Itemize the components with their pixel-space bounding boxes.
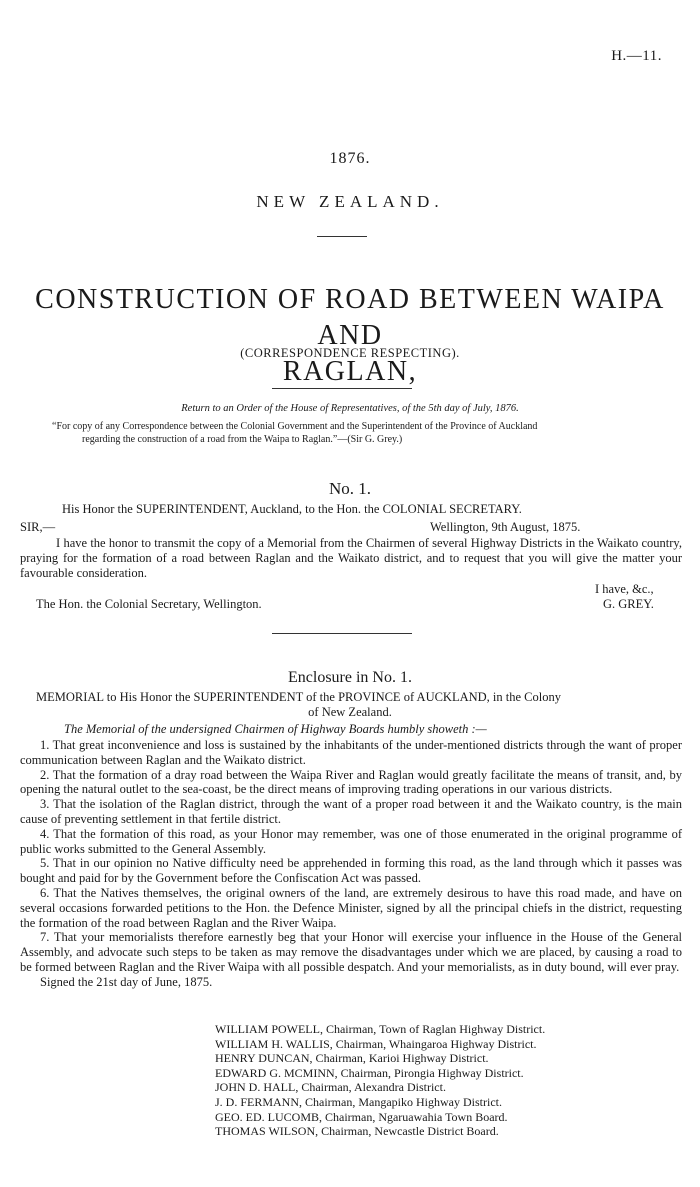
short-divider [317, 236, 367, 237]
memorial-paragraph-1: 1. That great inconvenience and loss is sustained by the inhabitants of the under-mentioned districts through the want of proper communication between Raglan and the Waikato district. [20, 738, 682, 767]
document-subtitle: (CORRESPONDENCE RESPECTING). [240, 346, 460, 360]
letter-salutation: SIR,— [20, 520, 56, 534]
letter-closing: I have, &c., [595, 582, 654, 596]
letter-place-date: Wellington, 9th August, 1875. [430, 520, 581, 534]
country-heading: NEW ZEALAND. [256, 192, 444, 211]
document-year: 1876. [329, 150, 371, 167]
page-identifier: H.—11. [611, 48, 662, 64]
no1-heading: No. 1. [328, 479, 372, 498]
enclosure-divider [272, 633, 412, 634]
title-line-2: RAGLAN, [282, 356, 418, 387]
return-order: Return to an Order of the House of Representatives, of the 5th day of July, 1876. [181, 403, 519, 414]
memorial-paragraph-6: 6. That the Natives themselves, the original owners of the land, are extremely desirous to have this road made, and have on several occasions forwarded petitions to the Hon. the Defence Minister, signed by all the principal chiefs in the district, requesting the formation of the road between Raglan and the River Waipa. [20, 885, 682, 930]
memorial-body [20, 738, 682, 990]
memorial-paragraph-3: 3. That the isolation of the Raglan district, through the want of a proper road between it and the Waikato country, is the main cause of preventing settlement in that fertile district. [20, 797, 682, 826]
signatory: GEO. ED. LUCOMB, Chairman, Ngaruawahia Town Board. [215, 1109, 508, 1124]
title-line-1: CONSTRUCTION OF ROAD BETWEEN WAIPA AND [35, 284, 665, 351]
memorial-paragraph-7: 7. That your memorialists therefore earnestly beg that your Honor will exercise your influence in the House of the General Assembly, and advocate such steps to be taken as may remove the disadvantages under which we are placed, by causing a road to be formed between Raglan and the River Waipa with all possible despatch. And your memorialists, as in duty bound, will ever pray. [20, 930, 682, 974]
signatory: WILLIAM POWELL, Chairman, Town of Raglan Highway District. [215, 1022, 546, 1036]
signatories-list [215, 1022, 545, 1139]
signatory: J. D. FERMANN, Chairman, Mangapiko Highway District. [215, 1094, 502, 1109]
letter-signature: G. GREY. [603, 597, 654, 611]
letter-body [20, 536, 682, 580]
memorial-intro: The Memorial of the undersigned Chairmen of Highway Boards humbly showeth :— [64, 722, 487, 736]
document-title [0, 282, 700, 390]
signatory: JOHN D. HALL, Chairman, Alexandra District. [215, 1080, 446, 1095]
memorial-heading-line-2: of New Zealand. [308, 705, 392, 719]
quote-line-1: “For copy of any Correspondence between the Colonial Government and the Superintendent of the Province of Auckland [52, 421, 538, 432]
order-quote [52, 420, 660, 446]
letter-heading: His Honor the SUPERINTENDENT, Auckland, to the Hon. the COLONIAL SECRETARY. [62, 502, 522, 516]
letter-body-text: I have the honor to transmit the copy of a Memorial from the Chairmen of several Highway Districts in the Waikato country, praying for the formation of a road between Raglan and the Waikato district, and to request that you will give the matter your favourable consideration. [20, 536, 682, 580]
signatory: EDWARD G. MCMINN, Chairman, Pirongia Highway District. [215, 1065, 524, 1080]
memorial-paragraph-4: 4. That the formation of this road, as your Honor may remember, was one of those enumerated in the original programme of public works submitted to the General Assembly. [20, 826, 682, 856]
title-divider [272, 388, 412, 389]
memorial-paragraph-2: 2. That the formation of a dray road between the Waipa River and Raglan would greatly facilitate the means of transit, and, by opening the natural outlet to the sea-coast, be the direct means of improving trading operations in our various districts. [20, 767, 682, 797]
signatory: HENRY DUNCAN, Chairman, Karioi Highway District. [215, 1051, 489, 1066]
memorial-paragraph-5: 5. That in our opinion no Native difficulty need be apprehended in forming this road, as the land through which it passes was bought and paid for by the Government before the Confiscation Act was passed. [20, 856, 682, 886]
memorial-signed-date: Signed the 21st day of June, 1875. [40, 974, 213, 989]
signatory: THOMAS WILSON, Chairman, Newcastle District Board. [215, 1124, 499, 1139]
letter-recipient: The Hon. the Colonial Secretary, Wellington. [36, 597, 262, 611]
signatory: WILLIAM H. WALLIS, Chairman, Whaingaroa Highway District. [215, 1036, 537, 1051]
enclosure-heading: Enclosure in No. 1. [288, 669, 412, 686]
memorial-heading-line-1: MEMORIAL to His Honor the SUPERINTENDENT of the PROVINCE of AUCKLAND, in the Colony [36, 690, 561, 704]
quote-line-2: regarding the construction of a road from the Waipa to Raglan.”—(Sir G. Grey.) [82, 434, 403, 445]
